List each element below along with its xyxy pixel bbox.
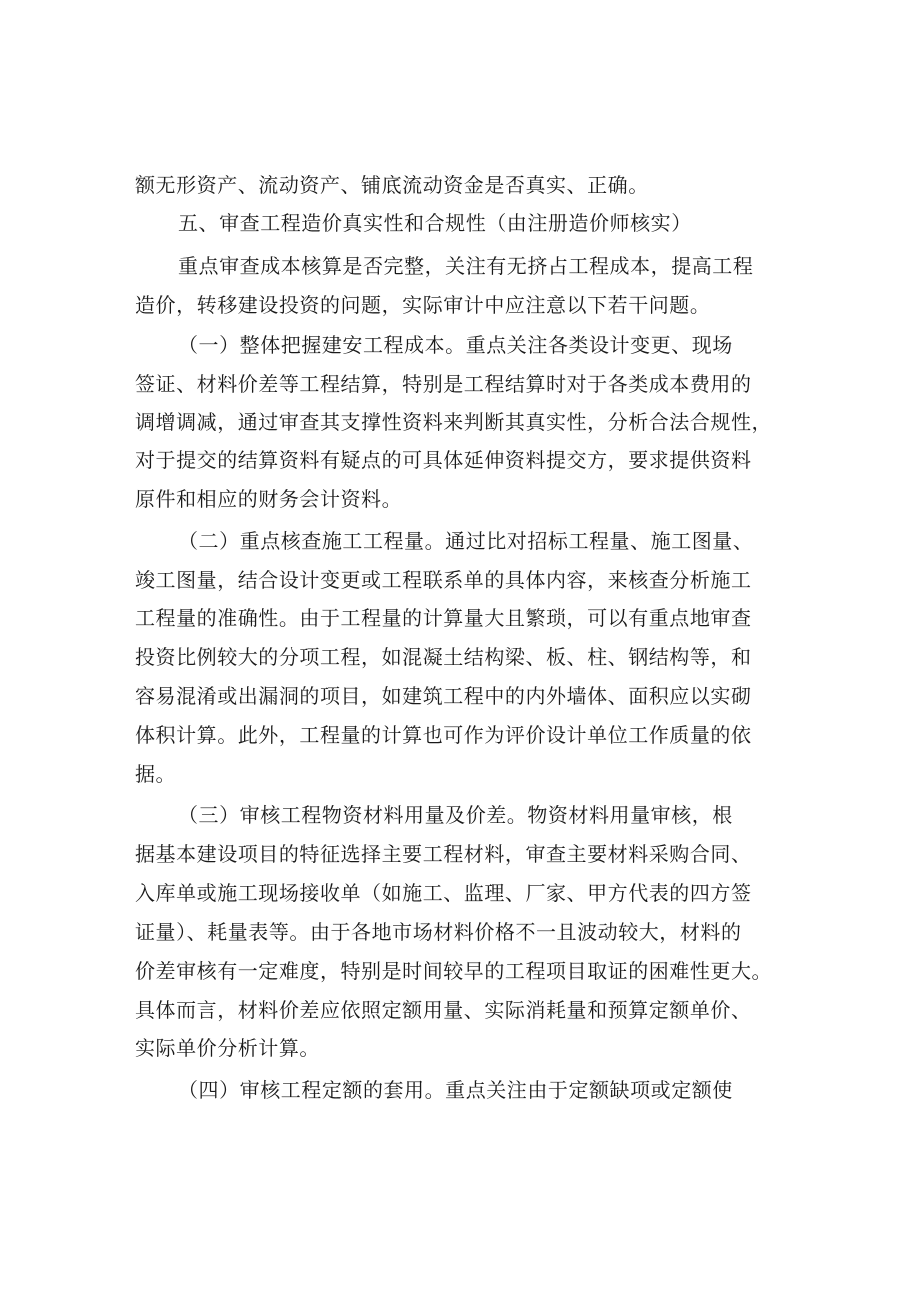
text-line: 竣工图量，结合设计变更或工程联系单的具体内容，来核查分析施工: [135, 568, 752, 592]
text-line: 体积计算。此外，工程量的计算也可作为评价设计单位工作质量的依: [135, 723, 752, 747]
subsection-line: （四）审核工程定额的套用。重点关注由于定额缺项或定额使: [178, 1078, 733, 1102]
text-line: 价差审核有一定难度，特别是时间较早的工程项目取证的困难性更大。: [135, 959, 773, 983]
text-line: 证量）、耗量表等。由于各地市场材料价格不一且波动较大，材料的: [135, 920, 742, 944]
text-line: 实际单价分析计算。: [135, 1036, 320, 1060]
text-line: 容易混淆或出漏洞的项目，如建筑工程中的内外墙体、面积应以实砌: [135, 684, 752, 708]
text-line: 原件和相应的财务会计资料。: [135, 487, 403, 511]
text-line: 具体而言，材料价差应依照定额用量、实际消耗量和预算定额单价、: [135, 998, 752, 1022]
subsection-line: （二）重点核查施工工程量。通过比对招标工程量、施工图量、: [178, 529, 754, 553]
text-line: 重点审查成本核算是否完整，关注有无挤占工程成本，提高工程: [178, 254, 754, 278]
text-line: 据基本建设项目的特征选择主要工程材料，审查主要材料采购合同、: [135, 842, 752, 866]
subsection-line: （一）整体把握建安工程成本。重点关注各类设计变更、现场: [178, 333, 733, 357]
text-line: 工程量的准确性。由于工程量的计算量大且繁琐，可以有重点地审查: [135, 606, 752, 630]
text-line: 投资比例较大的分项工程，如混凝土结构梁、板、柱、钢结构等，和: [135, 645, 752, 669]
section-heading: 五、审查工程造价真实性和合规性（由注册造价师核实）: [178, 211, 692, 235]
text-line: 据。: [135, 762, 177, 786]
subsection-line: （三）审核工程物资材料用量及价差。物资材料用量审核，根: [178, 803, 733, 827]
text-line: 入库单或施工现场接收单（如施工、监理、厂家、甲方代表的四方签: [135, 881, 752, 905]
text-line: 造价，转移建设投资的问题，实际审计中应注意以下若干问题。: [135, 293, 711, 317]
text-line: 对于提交的结算资料有疑点的可具体延伸资料提交方，要求提供资料: [135, 448, 752, 472]
text-line: 调增调减，通过审查其支撑性资料来判断其真实性，分析合法合规性，: [135, 410, 773, 434]
text-line: 签证、材料价差等工程结算，特别是工程结算时对于各类成本费用的: [135, 372, 752, 396]
text-line: 额无形资产、流动资产、铺底流动资金是否真实、正确。: [135, 173, 649, 197]
